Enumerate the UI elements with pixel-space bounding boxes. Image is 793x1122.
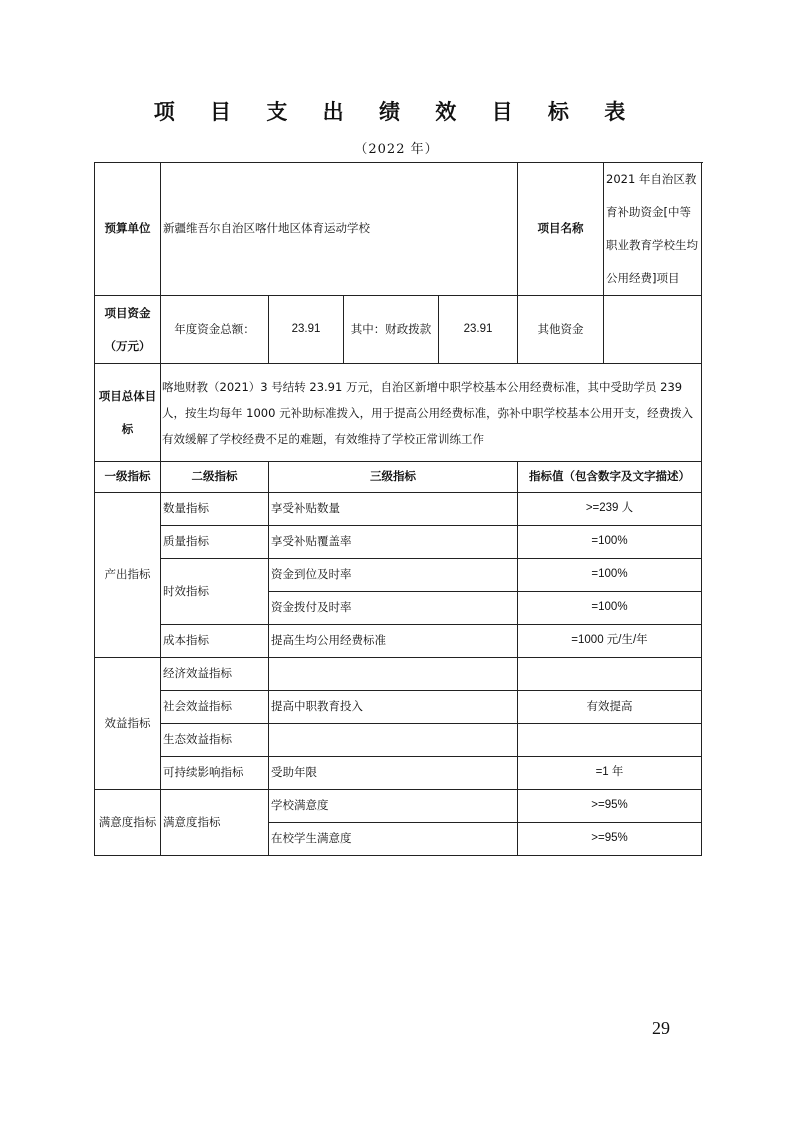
table-row	[95, 526, 702, 559]
value-cell	[518, 658, 702, 691]
value-cell: >=95%	[518, 790, 702, 823]
header-level1: 一级指标	[95, 462, 161, 493]
level2-cell: 数量指标	[161, 493, 269, 526]
report-year: （2022 年）	[354, 142, 439, 157]
header-level3: 三级指标	[269, 462, 518, 493]
table-row	[95, 691, 702, 724]
project-name-value: 2021 年自治区教育补助资金[中等职业教育学校生均公用经费]项目	[604, 163, 702, 296]
page-title: 项 目 支 出 绩 效 目 标 表	[153, 100, 640, 124]
level3-cell: 学校满意度	[269, 790, 518, 823]
level2-cell: 可持续影响指标	[161, 757, 269, 790]
fiscal-allocation-label: 其中：财政拨款	[344, 296, 439, 364]
level3-cell: 享受补贴数量	[269, 493, 518, 526]
page-number: 29	[652, 1018, 670, 1038]
overall-target-label: 项目总体目标	[95, 364, 161, 462]
level3-cell	[269, 658, 518, 691]
level2-cell: 成本指标	[161, 625, 269, 658]
table-row	[95, 625, 702, 658]
group-output-label: 产出指标	[95, 493, 161, 658]
budget-unit-row	[95, 163, 702, 296]
funds-row	[95, 296, 702, 364]
performance-target-table	[94, 162, 702, 856]
funds-label: 项目资金（万元）	[95, 296, 161, 364]
table-row	[95, 724, 702, 757]
budget-unit-label: 预算单位	[95, 163, 161, 296]
value-cell: >=95%	[518, 823, 702, 856]
annual-total-value: 23.91	[269, 296, 344, 364]
value-cell: =1 年	[518, 757, 702, 790]
level3-cell: 提高中职教育投入	[269, 691, 518, 724]
level2-cell: 满意度指标	[161, 790, 269, 856]
overall-target-row	[95, 364, 702, 462]
annual-total-label: 年度资金总额：	[161, 296, 269, 364]
level2-cell: 经济效益指标	[161, 658, 269, 691]
header-level2: 二级指标	[161, 462, 269, 493]
table-row	[95, 493, 702, 526]
level3-cell: 享受补贴覆盖率	[269, 526, 518, 559]
level2-cell: 质量指标	[161, 526, 269, 559]
other-funds-label: 其他资金	[518, 296, 604, 364]
group-satisfaction-label: 满意度指标	[95, 790, 161, 856]
level2-cell: 社会效益指标	[161, 691, 269, 724]
budget-unit-value: 新疆维吾尔自治区喀什地区体育运动学校	[161, 163, 518, 296]
value-cell: >=239 人	[518, 493, 702, 526]
level2-cell: 生态效益指标	[161, 724, 269, 757]
level3-cell: 资金到位及时率	[269, 559, 518, 592]
level3-cell: 资金拨付及时率	[269, 592, 518, 625]
project-name-label: 项目名称	[518, 163, 604, 296]
level3-cell: 提高生均公用经费标准	[269, 625, 518, 658]
level2-cell: 时效指标	[161, 559, 269, 625]
table-header-row	[95, 462, 702, 493]
value-cell	[518, 724, 702, 757]
value-cell: =100%	[518, 592, 702, 625]
value-cell: =100%	[518, 526, 702, 559]
value-cell: 有效提高	[518, 691, 702, 724]
level3-cell: 受助年限	[269, 757, 518, 790]
fiscal-allocation-value: 23.91	[439, 296, 518, 364]
header-value: 指标值（包含数字及文字描述）	[518, 462, 702, 493]
group-benefit-label: 效益指标	[95, 658, 161, 790]
table-row	[95, 559, 702, 592]
value-cell: =100%	[518, 559, 702, 592]
table-row	[95, 658, 702, 691]
table-row	[95, 757, 702, 790]
table-row	[95, 790, 702, 823]
other-funds-value	[604, 296, 702, 364]
level3-cell: 在校学生满意度	[269, 823, 518, 856]
value-cell: =1000 元/生/年	[518, 625, 702, 658]
level3-cell	[269, 724, 518, 757]
overall-target-text: 喀地财教（2021）3 号结转 23.91 万元，自治区新增中职学校基本公用经费标准，其中受助学员 239 人，按生均每年 1000 元补助标准拨入，用于提高公用经费标准，弥补中职学校基本公用开支，经费拨入有效缓解了学校经费不足的难题，有效维持了学校正常训练工作	[161, 364, 702, 462]
